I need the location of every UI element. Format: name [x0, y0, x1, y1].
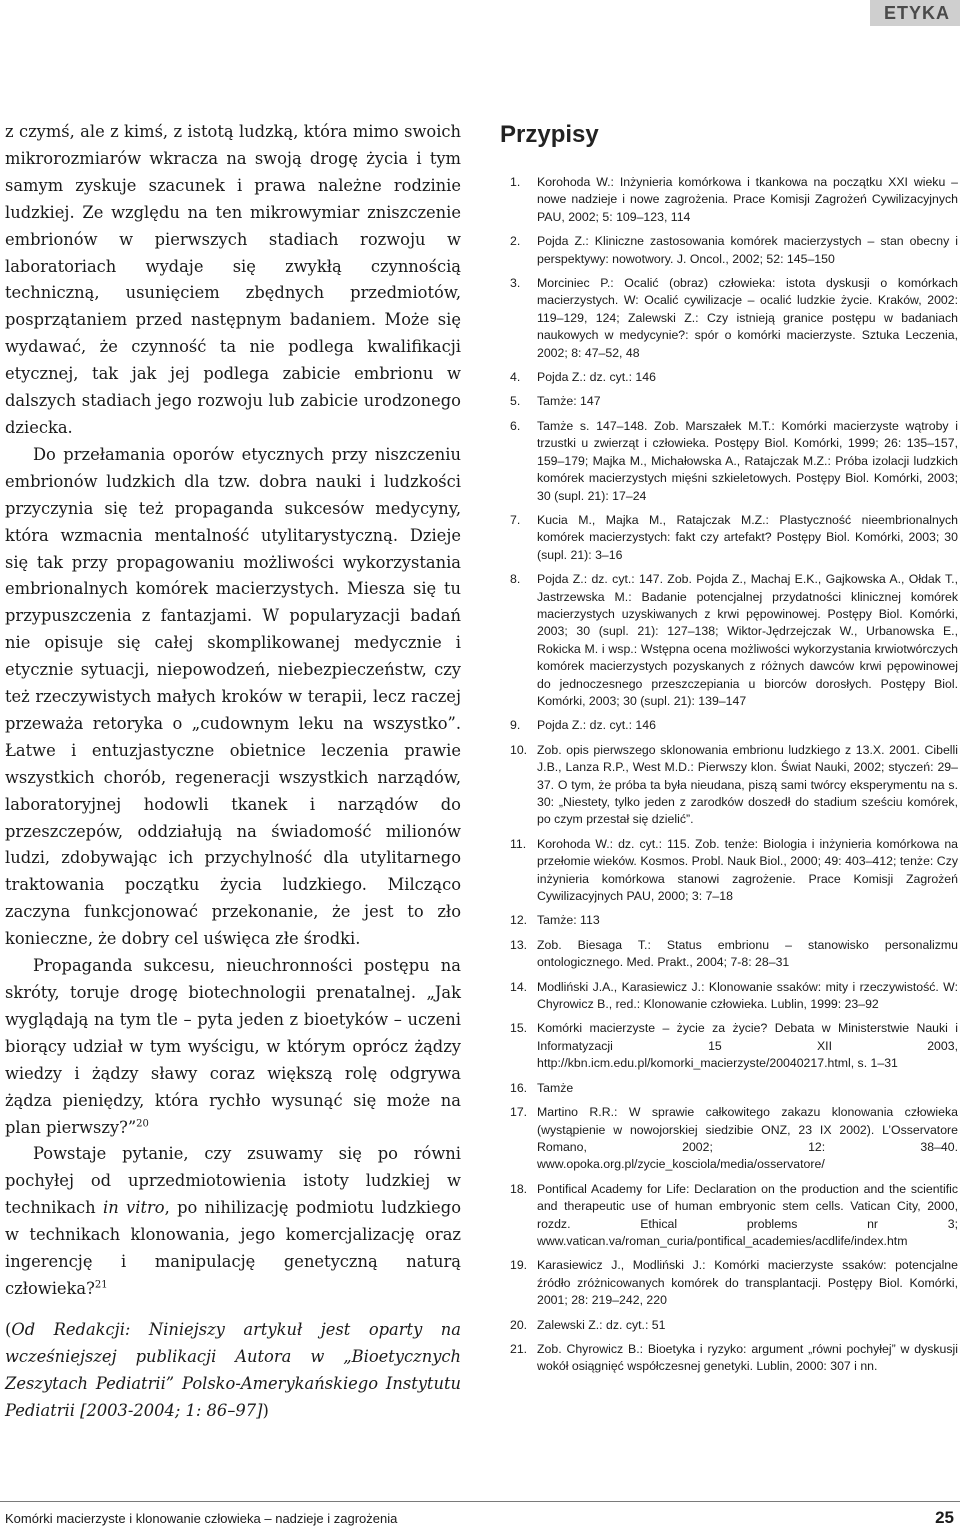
note-text: Kucia M., Majka M., Ratajczak M.Z.: Plastyczność nieembrionalnych komórek macierzystych: fakt czy artefakt? Postępy Biol. Komórki, 2003; 30 (supl. 21): 3–16	[537, 512, 958, 562]
note-item	[510, 393, 958, 410]
article-paragraph	[5, 953, 461, 1141]
note-text: Modliński J.A., Karasiewicz J.: Klonowanie ssaków: mity i rzeczywistość. W: Chyrowicz B., red.: Klonowanie człowieka. Lublin, 1999: 23–92	[537, 979, 958, 1012]
note-number: 6.	[510, 418, 521, 433]
editor-note-text: Od Redakcji: Niniejszy artykuł jest oparty na wcześniejszej publikacji Autora w „Bioetycznych Zeszytach Pediatrii” Polsko-Amerykańskiego Instytutu Pediatrii [2003-2004; 1: 86–97]	[5, 1319, 461, 1420]
footer-divider	[0, 1501, 960, 1502]
note-item	[510, 512, 958, 564]
note-number: 14.	[510, 979, 528, 994]
note-item	[510, 937, 958, 972]
note-item	[510, 912, 958, 929]
note-number: 1.	[510, 175, 521, 189]
note-number: 15.	[510, 1021, 528, 1036]
note-number: 16.	[510, 1080, 528, 1095]
note-text: Komórki macierzyste – życie za życie? Debata w Ministerstwie Nauki i Informatyzacji 15 XII 2003, http://kbn.icm.edu.pl/komorki_macierzyste/20040217.html, s. 1–31	[537, 1021, 958, 1071]
footnote-ref[interactable]: 20	[136, 1118, 149, 1130]
note-text: Tamże: 147	[537, 394, 601, 409]
note-item	[510, 571, 958, 710]
note-item	[510, 1020, 958, 1072]
notes-list	[510, 174, 958, 1383]
paragraph-text: , po nihilizację podmiotu ludzkiego w technikach klonowania, jego komercjalizację oraz ingerencję i manipulację genetyczną naturą człowieka?	[5, 1198, 461, 1298]
note-text: Zob. Biesaga T.: Status embrionu – stanowisko personalizmu ontologicznego. Med. Prakt., 2004; 7-8: 28–31	[537, 937, 958, 970]
note-item	[510, 369, 958, 386]
note-number: 8.	[510, 572, 521, 587]
paragraph-text: Propaganda sukcesu, nieuchronności postępu na skróty, toruje drogę biotechnologii prenatalnej. „Jak wyglądają na tym tle – pyta jeden z bioetyków – uczeni biorący udział w tym wyścigu, w którym oprócz żądzy wiedzy i żądzy sławy coraz większą rolę odgrywa żądza pieniędzy, która rychło wysunąć się może na plan pierwszy?”	[5, 956, 461, 1137]
note-item	[510, 836, 958, 906]
note-text: Martino R.R.: W sprawie całkowitego zakazu klonowania człowieka (wystąpienie w nowojorskiej siedzibie ONZ, 23 IX 2002). L’Osservatore Romano, 2002; 12: 38–40. www.opoka.org.pl/zycie_kosciola/media/osservatore/	[537, 1105, 958, 1172]
note-number: 10.	[510, 742, 528, 757]
note-text: Tamże	[537, 1080, 574, 1095]
note-text: Korohoda W.: dz. cyt.: 115. Zob. tenże: Biologia i inżynieria komórkowa na przełomie wieków. Kosmos. Probl. Nauk Biol., 2000; 49: 403–412; tenże: Czy inżynieria komórkowa stanowi zagrożenie. Prace Komisji Zagrożeń Cywilizacyjnych PAU, 2000; 3: 7–18	[537, 836, 958, 904]
note-text: Karasiewicz J., Modliński J.: Komórki macierzyste ssaków: potencjalne źródło zróżnicowanych komórek do transplantacji. Postępy Biol. Komórki, 2001; 28: 219–242, 220	[537, 1258, 958, 1308]
note-item	[510, 1257, 958, 1309]
note-item	[510, 742, 958, 829]
page-number: 25	[935, 1508, 954, 1527]
note-number: 2.	[510, 234, 521, 249]
note-item	[510, 979, 958, 1014]
note-number: 9.	[510, 718, 521, 733]
notes-title: Przypisy	[500, 121, 599, 148]
note-number: 18.	[510, 1181, 528, 1196]
note-item	[510, 1341, 958, 1376]
note-number: 19.	[510, 1258, 528, 1273]
note-text: Tamże: 113	[537, 913, 600, 928]
note-item	[510, 717, 958, 734]
note-text: Morciniec P.: Ocalić (obraz) człowieka: istota dyskusji o komórkach macierzystych. W: Ocalić cywilizacje – ocalić ludzkie życie. Kraków, 2002: 119–129, 124; Zalewski Z.: Czy istnieją granice postępu w badaniach naukowych w medycynie?: spór o komórki macierzyste. Sztuka Leczenia, 2002; 8: 47–52, 48	[537, 276, 958, 360]
note-text: Tamże s. 147–148. Zob. Marszałek M.T.: Komórki macierzyste wątroby i trzustki u zwierząt i człowieka. Postępy Biol. Komórki, 1999; 26: 135–157, 159–179; Majka M., Michałowska A., Ratajczak M.Z.: Próba izolacji ludzkich komórek macierzystych mięśni szkieletowych. Postępy Biol. Komórki, 2003; 30 (supl. 21): 17–24	[537, 418, 958, 503]
footnote-ref[interactable]: 21	[94, 1279, 108, 1291]
note-number: 20.	[510, 1317, 528, 1332]
note-number: 3.	[510, 276, 521, 291]
note-item	[510, 174, 958, 226]
note-text: Pojda Z.: dz. cyt.: 147. Zob. Pojda Z., Machaj E.K., Gajkowska A., Ołdak T., Jastrzewska M.: Badanie potencjalnej przydatności klinicznej komórek macierzystych uzyskiwanych z krwi pępowinowej. Postępy Biol. Komórki, 2003; 30 (supl. 21): 127–138; Wiktor-Jędrzejczak W., Urbanowska E., Rokicka M. i wsp.: Wstępna ocena możliwości wykorzystania krwiotwórczych komórek macierzystych pozyskanych z różnych dawców krwi pępowinowej do jednoczesnego przeszczepiania u biorców dorosłych. Postępy Biol. Komórki, 2003; 30 (supl. 21): 139–147	[537, 572, 958, 708]
note-text: Zob. Chyrowicz B.: Bioetyka i ryzyko: argument „równi pochyłej” w dyskusji wokół osiągnięć współczesnej genetyki. Lublin, 2000: 307 i nn.	[537, 1341, 958, 1374]
note-text: Pojda Z.: Kliniczne zastosowania komórek macierzystych – stan obecny i perspektywy: nowotwory. J. Oncol., 2002; 52: 145–150	[537, 234, 958, 266]
bracket: (	[5, 1319, 12, 1339]
italic-term: in vitro	[103, 1198, 165, 1218]
note-text: Pontifical Academy for Life: Declaration on the production and the scientific and therapeutic use of human embryonic stem cells. Vatican City, 2000, rozdz. Ethical problems nr 3; www.vatican.va/roman_curia/pontifical_academies/acdlife/index.htm	[537, 1181, 958, 1248]
note-number: 17.	[510, 1105, 528, 1120]
note-item	[510, 1181, 958, 1251]
bracket: )	[262, 1400, 269, 1420]
note-text: Zalewski Z.: dz. cyt.: 51	[537, 1317, 666, 1332]
note-number: 7.	[510, 512, 521, 527]
note-item	[510, 275, 958, 362]
note-number: 5.	[510, 394, 521, 409]
note-text: Pojda Z.: dz. cyt.: 146	[537, 370, 656, 385]
article-paragraph	[5, 1141, 461, 1302]
note-item	[510, 418, 958, 505]
running-footer-title: Komórki macierzyste i klonowanie człowieka – nadzieje i zagrożenia	[5, 1511, 398, 1526]
note-item	[510, 1104, 958, 1174]
note-text: Korohoda W.: Inżynieria komórkowa i tkankowa na początku XXI wieku – nowe nadzieje i nowe zagrożenia. Prace Komisji Zagrożeń Cywilizacyjnych PAU, 2002; 5: 109–123, 114	[537, 175, 958, 224]
note-number: 4.	[510, 370, 521, 385]
note-text: Zob. opis pierwszego sklonowania embrionu ludzkiego z 13.X. 2001. Cibelli J.B., Lanza R.P., West M.D.: Pierwszy klon. Świat Nauki, 2002; styczeń: 29–37. O tym, że próba ta była nieudana, piszą sami twórcy eksperymentu na s. 30: „Niestety, tylko jeden z zarodków doszedł do stadium sześciu komórek, po czym przestał się dzielić”.	[537, 742, 958, 827]
article-paragraph: Do przełamania oporów etycznych przy niszczeniu embrionów ludzkich dla tzw. dobra nauki i ludzkości przyczynia się też propaganda sukcesów medycyny, która wzmacnia mentalność utylitarystyczną. Dzieje się tak przy propagowaniu możliwości wykorzystania embrionalnych komórek macierzystych. Miesza się tu przypuszczenia z fantazjami. W popularyzacji badań nie opisuje się całej skomplikowanej medycznie i etycznie sytuacji, niepowodzeń, niebezpieczeństw, czy też rzeczywistych małych kroków w terapii, lecz raczej przeważa retoryka o „cudownym leku na wszystko”. Łatwe i entuzjastyczne obietnice leczenia prawie wszystkich chorób, regeneracji wszystkich narządów, laboratoryjnej hodowli tkanek i narządów do przeszczepów, oddziałują na świadomość milionów ludzi, zdobywając ich przychylność dla utylitarnego traktowania początku życia ludzkiego. Milcząco zaczyna funkcjonować przekonanie, że jest to zło konieczne, że dobry cel uświęca złe środki.	[5, 444, 461, 949]
section-tag: ETYKA	[870, 0, 960, 26]
note-number: 21.	[510, 1341, 528, 1356]
note-number: 11.	[510, 836, 527, 851]
article-paragraph: z czymś, ale z kimś, z istotą ludzką, która mimo swoich mikrorozmiarów wkracza na swoją drogę życia i tym samym zyskuje szacunek i prawa należne rodzinie ludzkiej. Ze względu na ten mikrowymiar zniszczenie embrionów w pierwszych stadiach rozwoju w laboratoriach wydaje się zwykłą czynnością techniczną, usunięciem zbędnych przedmiotów, posprzątaniem przed następnym badaniem. Może się wydawać, że czynność ta nie podlega kwalifikacji etycznej, tak jak jej podlega zabicie embrionu w dalszych stadiach jego rozwoju lub zabicie urodzonego dziecka.	[5, 122, 461, 437]
note-text: Pojda Z.: dz. cyt.: 146	[537, 718, 656, 733]
article-body	[5, 119, 461, 1425]
note-number: 12.	[510, 913, 528, 928]
note-item	[510, 1317, 958, 1334]
note-number: 13.	[510, 937, 528, 952]
editor-note	[5, 1317, 461, 1425]
paragraph-text: Powstaje pytanie, czy zsuwamy się po równi pochyłej od uprzedmiotowienia istoty ludzkiej w technikach	[5, 1144, 461, 1218]
note-item	[510, 1080, 958, 1097]
note-item	[510, 233, 958, 268]
